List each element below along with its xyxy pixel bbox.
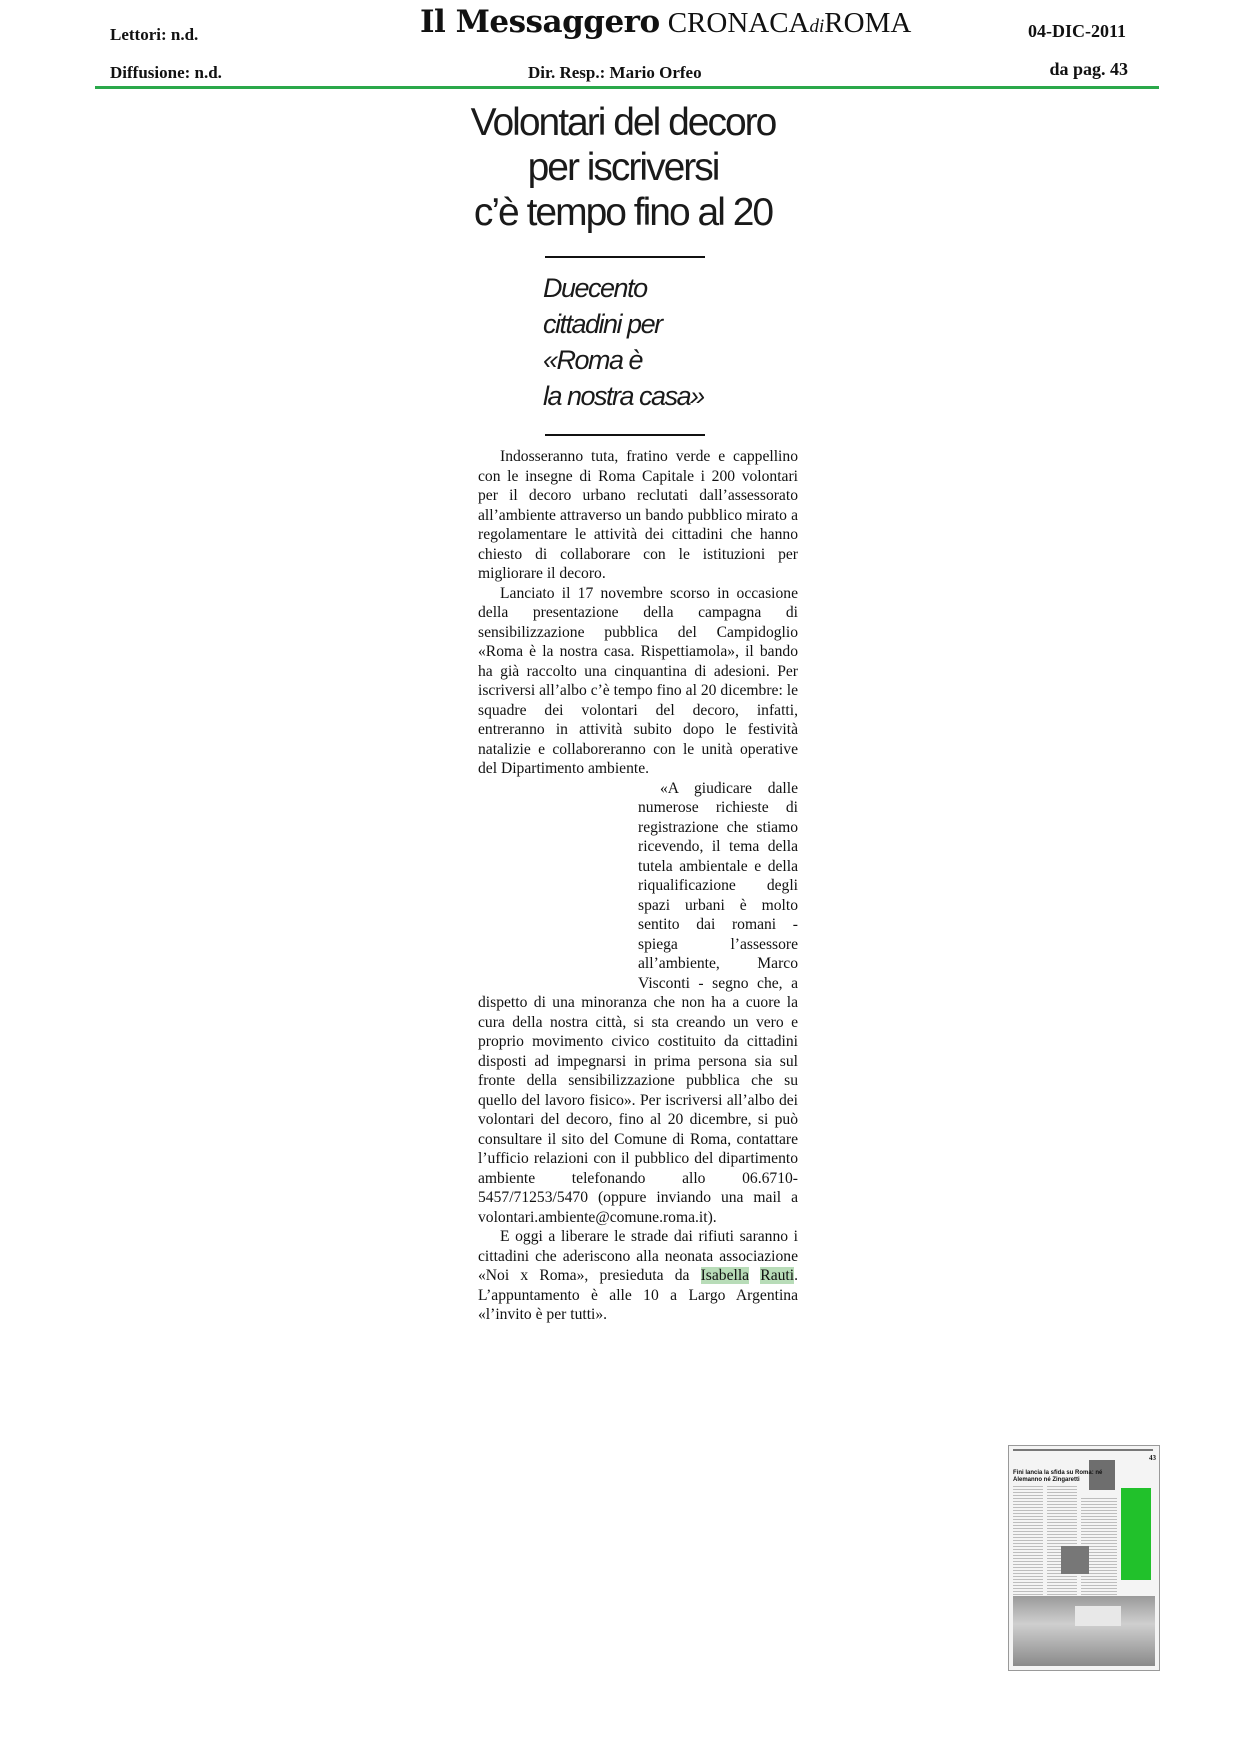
highlighted-surname: Rauti [760,1267,795,1284]
headline-line: per iscriversi [527,146,719,189]
divider-rule [545,434,705,436]
header-rule [95,86,1159,89]
article-body [478,447,798,1325]
thumbnail-green-box [1121,1488,1151,1580]
article-paragraph: Lanciato il 17 novembre scorso in occasione della presentazione della campagna di sensibilizzazione pubblica del Campidoglio «Roma è la nostra casa. Rispettiamola», il bando ha già raccolto una cinquantina di adesioni. Per iscriversi all’albo c’è tempo fino al 20 dicembre: le squadre dei volontari del decoro, infatti, entreranno in attività subito dopo le festività natalizie e collaboreranno con le unità operative del Dipartimento ambiente. [478,584,798,777]
paragraph-text: . L’appuntamento è alle 10 a Largo Argentina «l’invito è per tutti». [478,1267,798,1323]
subhead-line: «Roma è [543,345,643,375]
header-lettori: Lettori: n.d. [110,25,199,44]
masthead-roma: ROMA [824,7,912,39]
masthead-name: Il Messaggero [420,4,660,40]
article-subhead [543,270,783,414]
header-dir-resp: Dir. Resp.: Mario Orfeo [528,63,702,82]
article-paragraph: «A giudicare dalle numerose richieste di registrazione che stiamo ricevendo, il tema della tutela ambientale e della riqualificazione degli spazi urbani è molto sentito dai romani - spiega l’assessore all’ambiente, Marco Visconti - segno che, a dispetto di una minoranza che non ha a cuore la cura della nostra città, si sta creando un vero e proprio movimento civico costituito da cittadini disposti ad impegnarsi in prima persona sia sul fronte della sensibilizzazione pubblica che su quello del lavoro fisico». Per iscriversi all’albo dei volontari del decoro, fino al 20 dicembre, si può consultare il sito del Comune di Roma, contattare l’ufficio relazioni con il pubblico del dipartimento ambiente telefonando allo 06.6710-5457/71253/5470 (oppure inviando una mail a volontari.ambiente@comune.roma.it). [478,779,798,1226]
headline-line: c’è tempo fino al 20 [473,191,773,234]
divider-rule [545,256,705,258]
thumbnail-photo [1061,1546,1089,1574]
thumbnail-rule [1013,1449,1153,1451]
article-headline [380,100,866,235]
thumbnail-column [1013,1486,1043,1596]
article-paragraph [478,1227,798,1325]
masthead-cronaca: CRONACA [667,7,810,39]
page-thumbnail [1008,1445,1160,1671]
highlighted-name: Isabella [700,1267,750,1284]
masthead-di: di [809,16,825,37]
headline-line: Volontari del decoro [470,101,776,144]
subhead-line: cittadini per [543,309,662,339]
header-diffusione: Diffusione: n.d. [110,63,222,82]
thumbnail-ad-box [1075,1606,1121,1626]
paragraph-text: E oggi a liberare le strade dai rifiuti saranno i cittadini che aderiscono alla neonata associazione «Noi x Roma», presieduta da [478,1228,798,1284]
thumbnail-headline: Fini lancia la sfida su Roma: né Alemanno né Zingaretti [1013,1470,1103,1483]
subhead-line: Duecento [543,273,647,303]
thumbnail-column [1047,1486,1077,1596]
subhead-line: la nostra casa» [543,381,704,411]
article-paragraph: Indosseranno tuta, fratino verde e cappellino con le insegne di Roma Capitale i 200 volontari per il decoro urbano reclutati dall’assessorato all’ambiente attraverso un bando pubblico mirato a regolamentare le attività dei cittadini che hanno chiesto di collaborare con le istituzioni per migliorare il decoro. [478,448,798,582]
thumbnail-page-number: 43 [1149,1454,1156,1462]
header-page-ref: da pag. 43 [1049,59,1128,79]
header-date: 04-DIC-2011 [1028,21,1126,41]
layout-gap [478,779,638,991]
masthead [420,4,912,44]
